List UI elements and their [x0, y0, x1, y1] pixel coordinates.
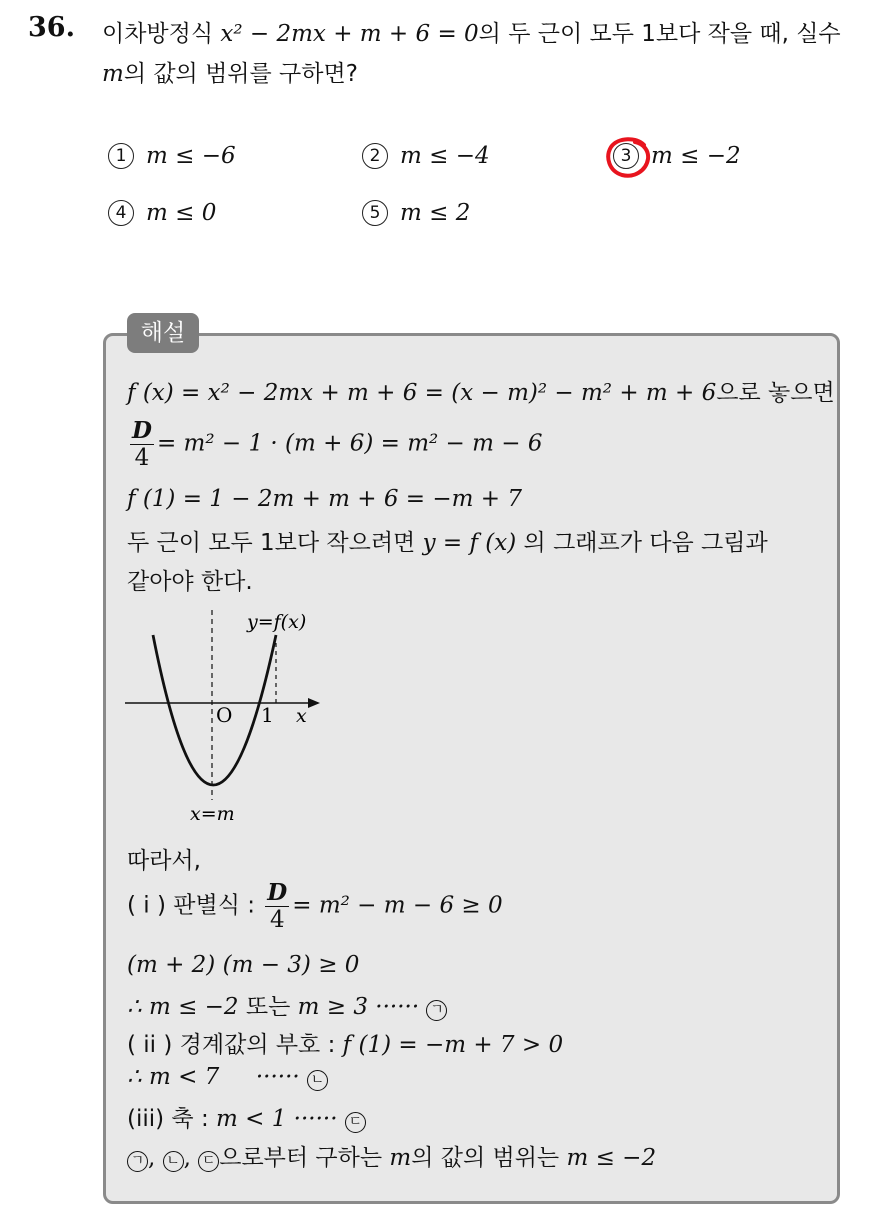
circled-mark-2: ㄴ	[307, 1070, 328, 1091]
choice-2[interactable]	[362, 143, 490, 169]
question-line-2: m의 값의 범위를 구하면?	[102, 61, 358, 87]
choice-text: m ≤ −2	[651, 143, 741, 169]
solution-line-5: 같아야 한다.	[127, 569, 253, 595]
solution-line-8: (m + 2) (m − 3) ≥ 0	[127, 952, 360, 978]
choice-text: m ≤ 2	[400, 200, 471, 226]
solution-line-1: f (x) = x² − 2mx + m + 6 = (x − m)² − m² + m + 6으로 놓으면	[127, 380, 835, 406]
solution-line-9: ∴ m ≤ −2 또는 m ≥ 3 ······ ㄱ	[127, 988, 447, 1021]
circled-mark-2: ㄴ	[163, 1151, 184, 1172]
question-number: 36.	[28, 12, 75, 43]
choice-5[interactable]	[362, 200, 470, 226]
parabola-curve	[153, 635, 276, 785]
solution-line-11: ∴ m < 7 ······ ㄴ	[127, 1064, 328, 1091]
circled-mark-3: ㄷ	[345, 1112, 366, 1133]
solution-line-6: 따라서,	[127, 848, 201, 874]
solution-line-2: $\frac{D}{4}$ = m² − 1 · (m + 6) = m² − m − 6	[132, 417, 543, 471]
question-line-1: 이차방정식 x² − 2mx + m + 6 = 0의 두 근이 모두 1보다 작을 때, 실수	[102, 21, 841, 47]
solution-line-13: ㄱ , ㄴ , ㄷ 으로부터 구하는 m의 값의 범위는 m ≤ −2	[127, 1139, 656, 1172]
choice-number: 4	[108, 200, 134, 226]
circled-mark-3: ㄷ	[198, 1151, 219, 1172]
x-axis-arrow	[308, 698, 320, 708]
origin-label: O	[216, 703, 233, 727]
circled-mark-1: ㄱ	[127, 1151, 148, 1172]
final-answer: m ≤ −2	[566, 1145, 657, 1171]
solution-line-12: (iii) 축 : m < 1 ······ ㄷ	[127, 1100, 366, 1133]
circled-mark-1: ㄱ	[426, 1000, 447, 1021]
axis-equation-label: x=m	[190, 803, 235, 825]
solution-line-10: ( ii ) 경계값의 부호 : f (1) = −m + 7 > 0	[127, 1032, 564, 1058]
solution-line-4: 두 근이 모두 1보다 작으려면 y = f (x) 의 그래프가 다음 그림과	[127, 530, 768, 556]
choice-text: m ≤ −4	[400, 143, 490, 169]
fraction-d-over-4: $\frac{D}{4}$	[132, 417, 152, 471]
solution-line-3: f (1) = 1 − 2m + m + 6 = −m + 7	[127, 486, 522, 512]
question-equation: x² − 2mx + m + 6 = 0	[220, 21, 479, 47]
curve-label: y=f(x)	[247, 611, 307, 633]
fraction-d-over-4: $\frac{D}{4}$	[267, 879, 288, 933]
answer-circle-mark	[604, 135, 652, 179]
choice-number: 3	[613, 143, 639, 169]
choice-1[interactable]	[108, 143, 236, 169]
choice-number: 1	[108, 143, 134, 169]
choice-4[interactable]	[108, 200, 216, 226]
choice-number: 5	[362, 200, 388, 226]
one-label: 1	[261, 703, 274, 727]
choice-number: 2	[362, 143, 388, 169]
solution-line-7: ( i ) 판별식 : $\frac{D}{4}$ = m² − m − 6 ≥ 0	[127, 879, 503, 933]
x-axis-label: x	[296, 705, 307, 727]
parabola-graph	[120, 605, 330, 830]
solution-tag: 해설	[127, 313, 199, 353]
choice-text: m ≤ 0	[146, 200, 217, 226]
choice-text: m ≤ −6	[146, 143, 236, 169]
